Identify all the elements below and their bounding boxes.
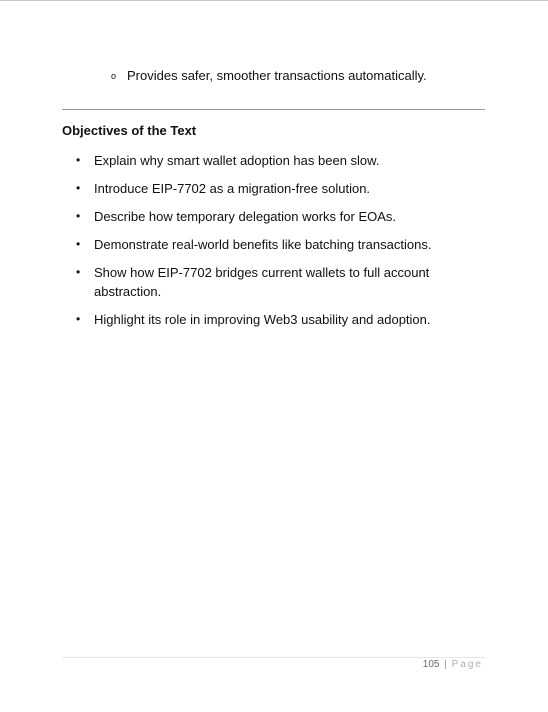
bullet-icon: •: [76, 153, 81, 167]
page-label: Page: [451, 659, 483, 670]
list-item-text: Highlight its role in improving Web3 usability and adoption.: [94, 312, 431, 327]
list-item: [62, 151, 452, 170]
bullet-icon: •: [76, 209, 81, 223]
hollow-bullet-icon: o: [111, 71, 117, 81]
objectives-list: [62, 151, 452, 338]
bullet-icon: •: [76, 312, 81, 326]
section-heading: Objectives of the Text: [62, 123, 197, 138]
bullet-icon: •: [76, 265, 81, 279]
footer-divider: [62, 657, 485, 658]
list-item: [62, 179, 452, 198]
bullet-icon: •: [76, 237, 81, 251]
list-item: [62, 235, 452, 254]
bullet-icon: •: [76, 181, 81, 195]
sub-bullet-item: [111, 68, 427, 84]
footer-separator: |: [444, 659, 447, 670]
list-item-text: Describe how temporary delegation works for EOAs.: [94, 209, 397, 224]
list-item-text: Introduce EIP-7702 as a migration-free solution.: [94, 181, 371, 196]
list-item: [62, 263, 452, 301]
page-footer: [423, 658, 483, 671]
list-item-text: Explain why smart wallet adoption has been slow.: [94, 153, 380, 168]
horizontal-divider: [62, 109, 485, 110]
list-item-text: Show how EIP-7702 bridges current wallets to full account abstraction.: [94, 265, 430, 299]
list-item: [62, 310, 452, 329]
page-number: 105: [422, 659, 440, 670]
list-item: [62, 207, 452, 226]
sub-bullet-text: Provides safer, smoother transactions automatically.: [127, 68, 427, 83]
list-item-text: Demonstrate real-world benefits like batching transactions.: [94, 237, 432, 252]
